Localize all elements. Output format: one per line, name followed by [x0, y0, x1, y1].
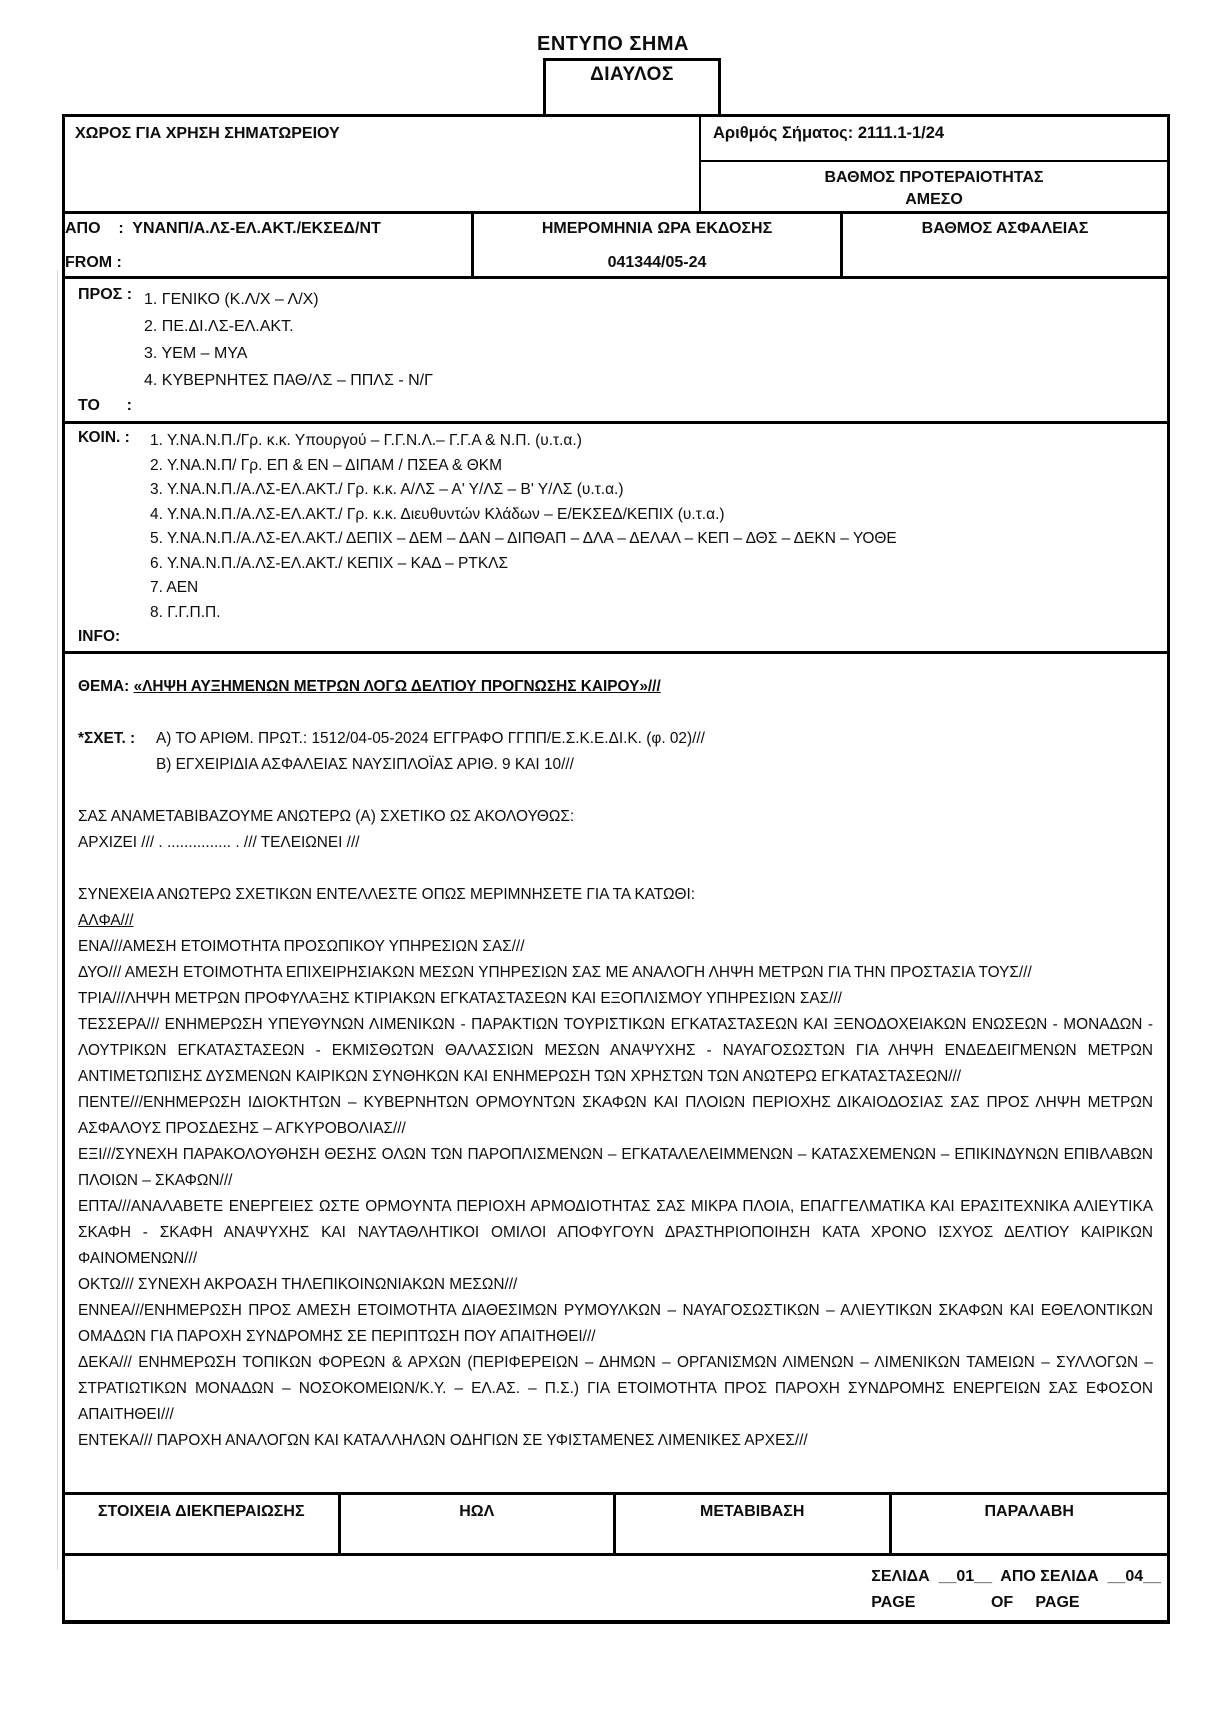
- subject-label: ΘΕΜΑ:: [78, 678, 130, 695]
- page-line-english: PAGE OF PAGE: [871, 1594, 1080, 1611]
- signal-number-label: Αριθμός Σήματος:: [713, 124, 854, 142]
- spacer: [78, 700, 1153, 726]
- issue-datetime-label: ΗΜΕΡΟΜΗΝΙΑ ΩΡΑ ΕΚΔΟΣΗΣ: [541, 220, 773, 237]
- signal-number-line: [701, 117, 1167, 162]
- body-paragraph: ΤΕΣΣΕΡΑ/// ΕΝΗΜΕΡΩΣΗ ΥΠΕΥΘΥΝΩΝ ΛΙΜΕΝΙΚΩΝ - ΠΑΡΑΚΤΙΩΝ ΤΟΥΡΙΣΤΙΚΩΝ ΕΓΚΑΤΑΣΤΑΣΕΩΝ ΚΑΙ ΞΕΝΟΔΟΧΕΙΑΚΩΝ ΕΝΩΣΕΩΝ - ΜΟΝΑΔΩΝ - ΛΟΥΤΡΙΚΩΝ ΕΓΚΑΤΑΣΤΑΣΕΩΝ - ΕΚΜΙΣΘΩΤΩΝ ΘΑΛΑΣΣΙΩΝ ΜΕΣΩΝ ΑΝΑΨΥΧΗΣ - ΝΑΥΑΓΟΣΩΣΤΩΝ ΓΙΑ ΛΗΨΗ ΕΝΔΕΔΕΙΓΜΕΝΩΝ ΜΕΤΡΩΝ ΑΝΤΙΜΕΤΩΠΙΣΗΣ ΔΥΣΜΕΝΩΝ ΚΑΙΡΙΚΩΝ ΣΥΝΘΗΚΩΝ ΚΑΙ ΕΝΗΜΕΡΩΣΗ ΤΩΝ ΧΡΗΣΤΩΝ ΤΩΝ ΑΝΩΤΕΡΩ ΕΓΚΑΤΑΣΤΑΣΕΩΝ///: [78, 1016, 1153, 1085]
- spacer: [78, 778, 1153, 804]
- from-cell: [65, 214, 474, 276]
- cc-label: ΚΟΙΝ. :: [78, 429, 130, 446]
- signal-office-cell: ΧΩΡΟΣ ΓΙΑ ΧΡΗΣΗ ΣΗΜΑΤΩΡΕΙΟΥ: [65, 117, 701, 211]
- security-cell: [843, 214, 1167, 276]
- body-paragraph: ΕΝΑ///ΑΜΕΣΗ ΕΤΟΙΜΟΤΗΤΑ ΠΡΟΣΩΠΙΚΟΥ ΥΠΗΡΕΣΙΩΝ ΣΑΣ///: [78, 938, 525, 955]
- from-label-en: FROM :: [65, 254, 122, 271]
- header-row: [65, 117, 1167, 214]
- issue-datetime-value: 041344/05-24: [607, 254, 707, 271]
- cc-list-item: 1. Υ.ΝΑ.Ν.Π./Γρ. κ.κ. Υπουργού – Γ.Γ.Ν.Λ.– Γ.Γ.Α & Ν.Π. (υ.τ.α.): [150, 432, 582, 449]
- body-paragraph: ΟΚΤΩ/// ΣΥΝΕΧΗ ΑΚΡΟΑΣΗ ΤΗΛΕΠΙΚΟΙΝΩΝΙΑΚΩΝ ΜΕΣΩΝ///: [78, 1276, 518, 1293]
- processing-cell: ΠΑΡΑΛΑΒΗ: [984, 1503, 1074, 1520]
- references-block: [78, 726, 1153, 778]
- signal-number-value: 2111.1-1/24: [857, 124, 945, 142]
- issue-datetime-cell: [474, 214, 843, 276]
- processing-cell: ΜΕΤΑΒΙΒΑΣΗ: [616, 1495, 892, 1553]
- body-paragraph: ΕΝΝΕΑ///ΕΝΗΜΕΡΩΣΗ ΠΡΟΣ ΑΜΕΣΗ ΕΤΟΙΜΟΤΗΤΑ ΔΙΑΘΕΣΙΜΩΝ ΡΥΜΟΥΛΚΩΝ – ΝΑΥΑΓΟΣΩΣΤΙΚΩΝ – ΑΛΙΕΥΤΙΚΩΝ ΣΚΑΦΩΝ ΚΑΙ ΕΘΕΛΟΝΤΙΚΩΝ ΟΜΑΔΩΝ ΓΙΑ ΠΑΡΟΧΗ ΣΥΝΔΡΟΜΗΣ ΣΕ ΠΕΡΙΠΤΩΣΗ ΠΟΥ ΑΠΑΙΤΗΘΕΙ///: [78, 1302, 1153, 1345]
- from-line: ΑΠΟ : ΥΝΑΝΠ/Α.ΛΣ-ΕΛ.ΑΚΤ./ΕΚΣΕΔ/ΝΤ: [65, 220, 381, 237]
- channel-box: ΔΙΑΥΛΟΣ: [543, 58, 721, 117]
- body-paragraph: ΕΞΙ///ΣΥΝΕΧΗ ΠΑΡΑΚΟΛΟΥΘΗΣΗ ΘΕΣΗΣ ΟΛΩΝ ΤΩΝ ΠΑΡΟΠΛΙΣΜΕΝΩΝ – ΕΓΚΑΤΑΛΕΛΕΙΜΜΕΝΩΝ – ΚΑΤΑΣΧΕΜΕΝΩΝ – ΕΠΙΚΙΝΔΥΝΩΝ ΕΠΙΒΛΑΒΩΝ ΠΛΟΙΩΝ – ΣΚΑΦΩΝ///: [78, 1146, 1153, 1189]
- numbered-paragraphs: [78, 934, 1153, 1454]
- processing-cell: ΣΤΟΙΧΕΙΑ ΔΙΕΚΠΕΡΑΙΩΣΗΣ: [65, 1495, 341, 1553]
- cc-list-item: 6. Υ.ΝΑ.Ν.Π./Α.ΛΣ-ΕΛ.ΑΚΤ./ ΚΕΠΙΧ – ΚΑΔ – ΡΤΚΛΣ: [150, 554, 509, 572]
- to-label-en: ΤΟ :: [78, 397, 132, 414]
- cc-section: [65, 424, 1167, 654]
- security-label: ΒΑΘΜΟΣ ΑΣΦΑΛΕΙΑΣ: [921, 220, 1089, 237]
- priority-label: ΒΑΘΜΟΣ ΠΡΟΤΕΡΑΙΟΤΗΤΑΣ: [824, 169, 1044, 186]
- from-row: [65, 214, 1167, 279]
- to-list-item: 4. ΚΥΒΕΡΝΗΤΕΣ ΠΑΘ/ΛΣ – ΠΠΛΣ - Ν/Γ: [144, 372, 433, 389]
- message-body: [65, 654, 1167, 1495]
- page-numbers: [871, 1564, 1161, 1616]
- body-paragraph: ΕΠΤΑ///ΑΝΑΛΑΒΕΤΕ ΕΝΕΡΓΕΙΕΣ ΩΣΤΕ ΟΡΜΟΥΝΤΑ ΠΕΡΙΟΧΗ ΑΡΜΟΔΙΟΤΗΤΑΣ ΣΑΣ ΜΙΚΡΑ ΠΛΟΙΑ, ΕΠΑΓΓΕΛΜΑΤΙΚΑ ΚΑΙ ΕΡΑΣΙΤΕΧΝΙΚΑ ΑΛΙΕΥΤΙΚΑ ΣΚΑΦΗ - ΣΚΑΦΗ ΑΝΑΨΥΧΗΣ ΚΑΙ ΝΑΥΤΑΘΛΗΤΙΚΟΙ ΟΜΙΛΟΙ ΑΠΟΦΥΓΟΥΝ ΔΡΑΣΤΗΡΙΟΠΟΙΗΣΗ ΚΑΤΑ ΧΡΟΝΟ ΙΣΧΥΟΣ ΔΕΛΤΙΟΥ ΚΑΙΡΙΚΩΝ ΦΑΙΝΟΜΕΝΩΝ///: [78, 1198, 1153, 1267]
- to-list-item: 3. ΥΕΜ – ΜΥΑ: [144, 345, 248, 362]
- reference-item: Α) ΤΟ ΑΡΙΘΜ. ΠΡΩΤ.: 1512/04-05-2024 ΕΓΓΡΑΦΟ ΓΓΠΠ/Ε.Σ.Κ.Ε.ΔΙ.Κ. (φ. 02)///: [156, 730, 705, 747]
- body-paragraph: ΠΕΝΤΕ///ΕΝΗΜΕΡΩΣΗ ΙΔΙΟΚΤΗΤΩΝ – ΚΥΒΕΡΝΗΤΩΝ ΟΡΜΟΥΝΤΩΝ ΣΚΑΦΩΝ ΚΑΙ ΠΛΟΙΩΝ ΠΕΡΙΟΧΗΣ ΔΙΚΑΙΟΔΟΣΙΑΣ ΣΑΣ ΠΡΟΣ ΛΗΨΗ ΜΕΤΡΩΝ ΑΣΦΑΛΟΥΣ ΠΡΟΣΔΕΣΗΣ – ΑΓΚΥΡΟΒΟΛΙΑΣ///: [78, 1094, 1153, 1137]
- to-section: [65, 279, 1167, 424]
- subject-text: «ΛΗΨΗ ΑΥΞΗΜΕΝΩΝ ΜΕΤΡΩΝ ΛΟΓΩ ΔΕΛΤΙΟΥ ΠΡΟΓΝΩΣΗΣ ΚΑΙΡΟΥ»///: [133, 678, 661, 695]
- page-line-greek: ΣΕΛΙΔΑ __01__ ΑΠΟ ΣΕΛΙΔΑ __04__: [871, 1568, 1161, 1585]
- cc-list-item: 4. Υ.ΝΑ.Ν.Π./Α.ΛΣ-ΕΛ.ΑΚΤ./ Γρ. κ.κ. Διευθυντών Κλάδων – Ε/ΕΚΣΕΔ/ΚΕΠΙΧ (υ.τ.α.): [150, 505, 725, 523]
- begins-ends-line: ΑΡΧΙΖΕΙ /// . ............... . /// ΤΕΛΕΙΩΝΕΙ ///: [78, 834, 360, 851]
- body-paragraph: ΤΡΙΑ///ΛΗΨΗ ΜΕΤΡΩΝ ΠΡΟΦΥΛΑΞΗΣ ΚΤΙΡΙΑΚΩΝ ΕΓΚΑΤΑΣΤΑΣΕΩΝ ΚΑΙ ΕΞΟΠΛΙΣΜΟΥ ΥΠΗΡΕΣΙΩΝ ΣΑΣ///: [78, 990, 842, 1007]
- cc-list-item: 8. Γ.Γ.Π.Π.: [150, 603, 221, 621]
- cc-list-item: 5. Υ.ΝΑ.Ν.Π./Α.ΛΣ-ΕΛ.ΑΚΤ./ ΔΕΠΙΧ – ΔΕΜ – ΔΑΝ – ΔΙΠΘΑΠ – ΔΛΑ – ΔΕΛΑΛ – ΚΕΠ – ΔΘΣ – ΔΕΚΝ – ΥΟΘΕ: [150, 530, 897, 547]
- alpha-heading: ΑΛΦΑ///: [78, 912, 134, 929]
- reference-item: Β) ΕΓΧΕΙΡΙΔΙΑ ΑΣΦΑΛΕΙΑΣ ΝΑΥΣΙΠΛΟΪΑΣ ΑΡΙΘ. 9 ΚΑΙ 10///: [156, 756, 574, 773]
- signal-number-priority-cell: [701, 117, 1167, 211]
- spacer: [78, 856, 1153, 882]
- subject-line: [78, 674, 1153, 700]
- cc-list-item: 3. Υ.ΝΑ.Ν.Π./Α.ΛΣ-ΕΛ.ΑΚΤ./ Γρ. κ.κ. Α/ΛΣ – Α' Υ/ΛΣ – Β' Υ/ΛΣ (υ.τ.α.): [150, 481, 624, 498]
- cc-list: [150, 429, 897, 625]
- instructions-line: ΣΥΝΕΧΕΙΑ ΑΝΩΤΕΡΩ ΣΧΕΤΙΚΩΝ ΕΝΤΕΛΛΕΣΤΕ ΟΠΩΣ ΜΕΡΙΜΝΗΣΕΤΕ ΓΙΑ ΤΑ ΚΑΤΩΘΙ:: [78, 886, 696, 903]
- cc-list-item: 2. Υ.ΝΑ.Ν.Π/ Γρ. ΕΠ & ΕΝ – ΔΙΠΑΜ / ΠΣΕΑ & ΘΚΜ: [150, 456, 502, 474]
- body-paragraph: ΔΥΟ/// ΑΜΕΣΗ ΕΤΟΙΜΟΤΗΤΑ ΕΠΙΧΕΙΡΗΣΙΑΚΩΝ ΜΕΣΩΝ ΥΠΗΡΕΣΙΩΝ ΣΑΣ ΜΕ ΑΝΑΛΟΓΗ ΛΗΨΗ ΜΕΤΡΩΝ ΓΙΑ ΤΗΝ ΠΡΟΣΤΑΣΙΑ ΤΟΥΣ///: [78, 964, 1032, 981]
- body-paragraph: ΕΝΤΕΚΑ/// ΠΑΡΟΧΗ ΑΝΑΛΟΓΩΝ ΚΑΙ ΚΑΤΑΛΛΗΛΩΝ ΟΔΗΓΙΩΝ ΣΕ ΥΦΙΣΤΑΜΕΝΕΣ ΛΙΜΕΝΙΚΕΣ ΑΡΧΕΣ///: [78, 1432, 808, 1449]
- to-label: ΠΡΟΣ :: [78, 286, 133, 303]
- references-list: [156, 726, 705, 778]
- cc-label-en: INFO:: [78, 628, 121, 645]
- cc-list-item: 7. ΑΕΝ: [150, 579, 199, 596]
- relay-line: ΣΑΣ ΑΝΑΜΕΤΑΒΙΒΑΖΟΥΜΕ ΑΝΩΤΕΡΩ (Α) ΣΧΕΤΙΚΟ ΩΣ ΑΚΟΛΟΥΘΩΣ:: [78, 808, 575, 825]
- body-paragraph: ΔΕΚΑ/// ΕΝΗΜΕΡΩΣΗ ΤΟΠΙΚΩΝ ΦΟΡΕΩΝ & ΑΡΧΩΝ (ΠΕΡΙΦΕΡΕΙΩΝ – ΔΗΜΩΝ – ΟΡΓΑΝΙΣΜΩΝ ΛΙΜΕΝΩΝ – ΛΙΜΕΝΙΚΩΝ ΤΑΜΕΙΩΝ – ΣΥΛΛΟΓΩΝ – ΣΤΡΑΤΙΩΤΙΚΩΝ ΜΟΝΑΔΩΝ – ΝΟΣΟΚΟΜΕΙΩΝ/Κ.Υ. – ΕΛ.ΑΣ. – Π.Σ.) ΓΙΑ ΕΤΟΙΜΟΤΗΤΑ ΠΡΟΣ ΠΑΡΟΧΗ ΣΥΝΔΡΟΜΗΣ ΕΝΕΡΓΕΙΩΝ ΣΑΣ ΕΦΟΣΟΝ ΑΠΑΙΤΗΘΕΙ///: [78, 1354, 1153, 1423]
- references-label: *ΣΧΕΤ. :: [78, 730, 136, 747]
- processing-cell: ΗΩΛ: [341, 1495, 617, 1553]
- signal-form-table: [62, 114, 1170, 1624]
- priority-value: ΑΜΕΣΟ: [905, 191, 963, 208]
- scan-artifact-line: [57, 270, 58, 1570]
- to-list-item: 2. ΠΕ.ΔΙ.ΛΣ-ΕΛ.ΑΚΤ.: [144, 318, 294, 335]
- page-number-row: [65, 1556, 1167, 1620]
- to-list-item: 1. ΓΕΝΙΚΟ (Κ.Λ/Χ – Λ/Χ): [144, 291, 319, 308]
- to-list: [144, 286, 433, 394]
- priority-cell: [701, 162, 1167, 211]
- processing-row: [65, 1495, 1167, 1556]
- form-title: ΕΝΤΥΠΟ ΣΗΜΑ: [537, 33, 689, 55]
